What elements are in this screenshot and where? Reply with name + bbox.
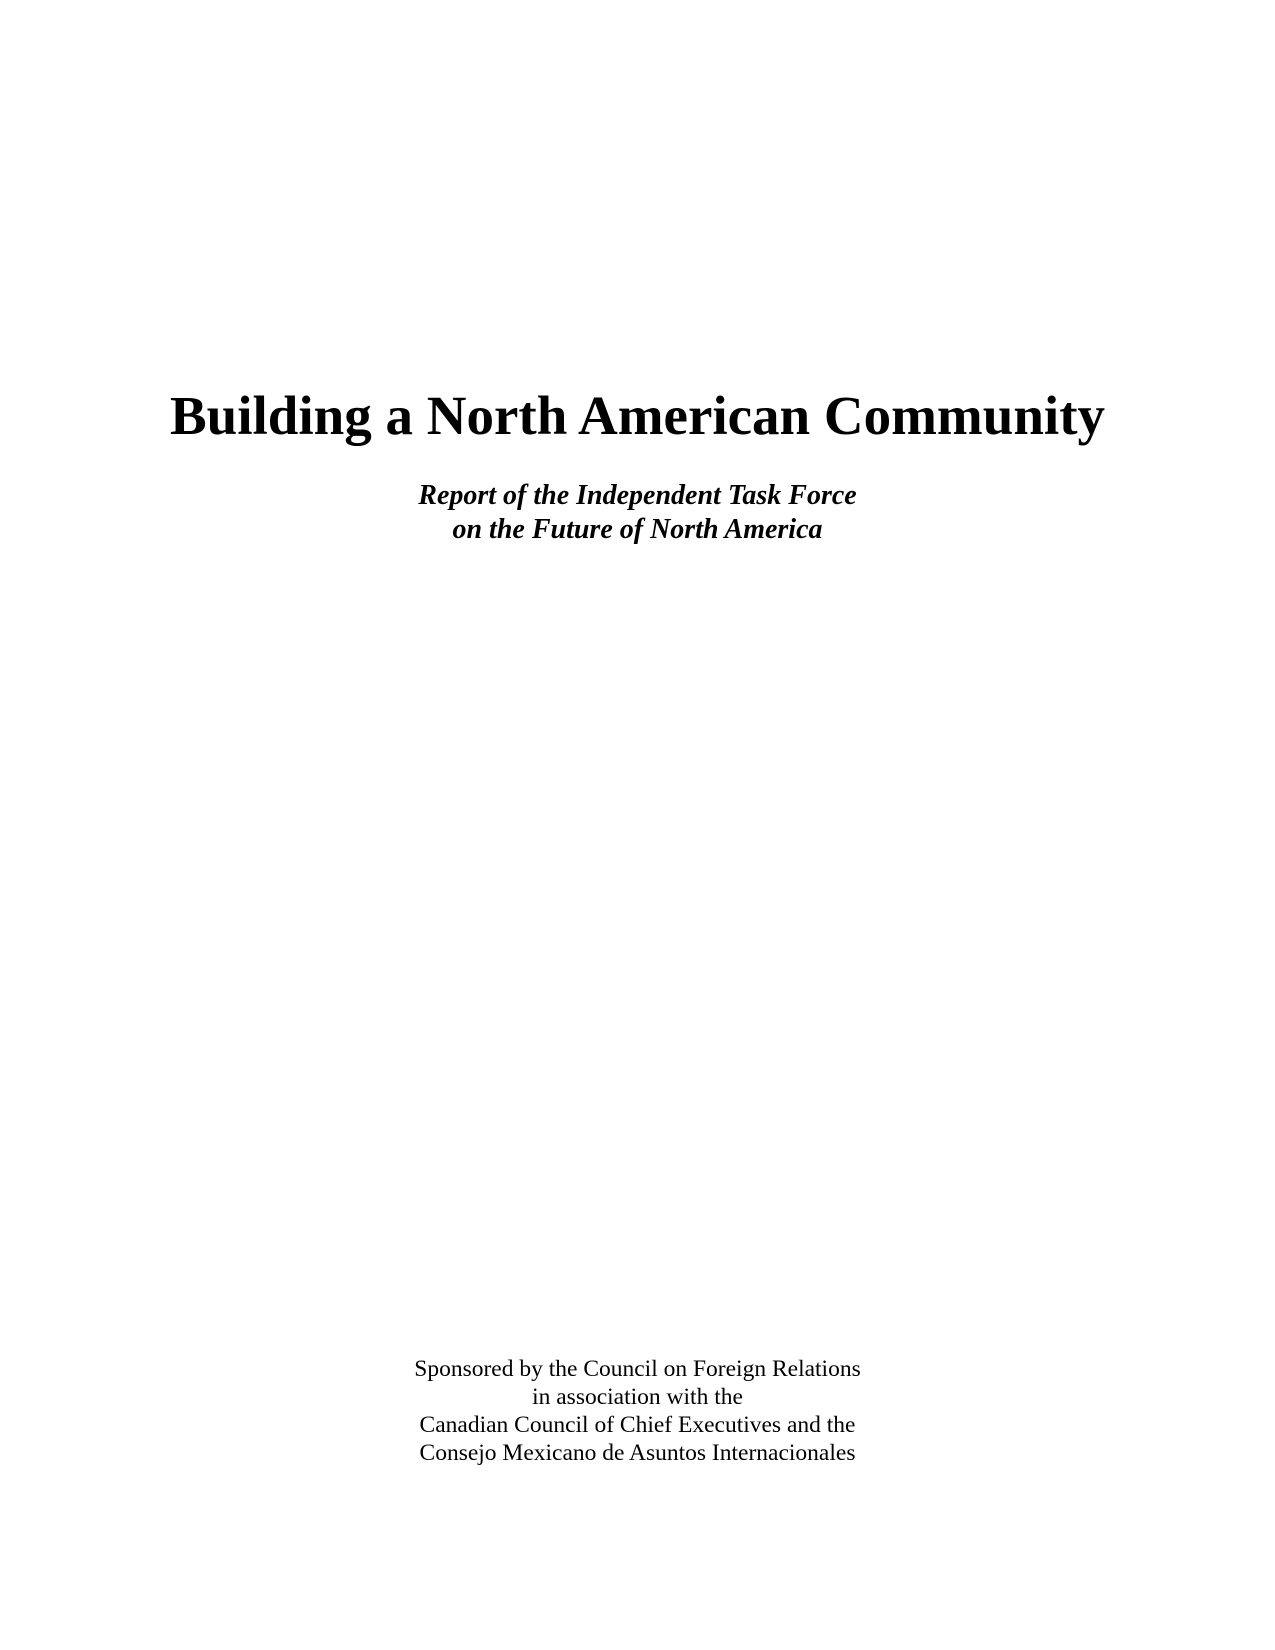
- sponsor-block: [0, 1355, 1275, 1467]
- subtitle-line-2: on the Future of North America: [452, 514, 823, 545]
- sponsor-line-2: in association with the: [532, 1384, 743, 1410]
- sponsor-line-1: Sponsored by the Council on Foreign Relations: [414, 1356, 861, 1382]
- document-subtitle: [0, 479, 1275, 547]
- document-title: Building a North American Community: [169, 385, 1106, 446]
- sponsor-line-3: Canadian Council of Chief Executives and the: [419, 1412, 856, 1438]
- subtitle-line-1: Report of the Independent Task Force: [418, 480, 857, 511]
- sponsor-line-4: Consejo Mexicano de Asuntos Internacionales: [419, 1440, 856, 1466]
